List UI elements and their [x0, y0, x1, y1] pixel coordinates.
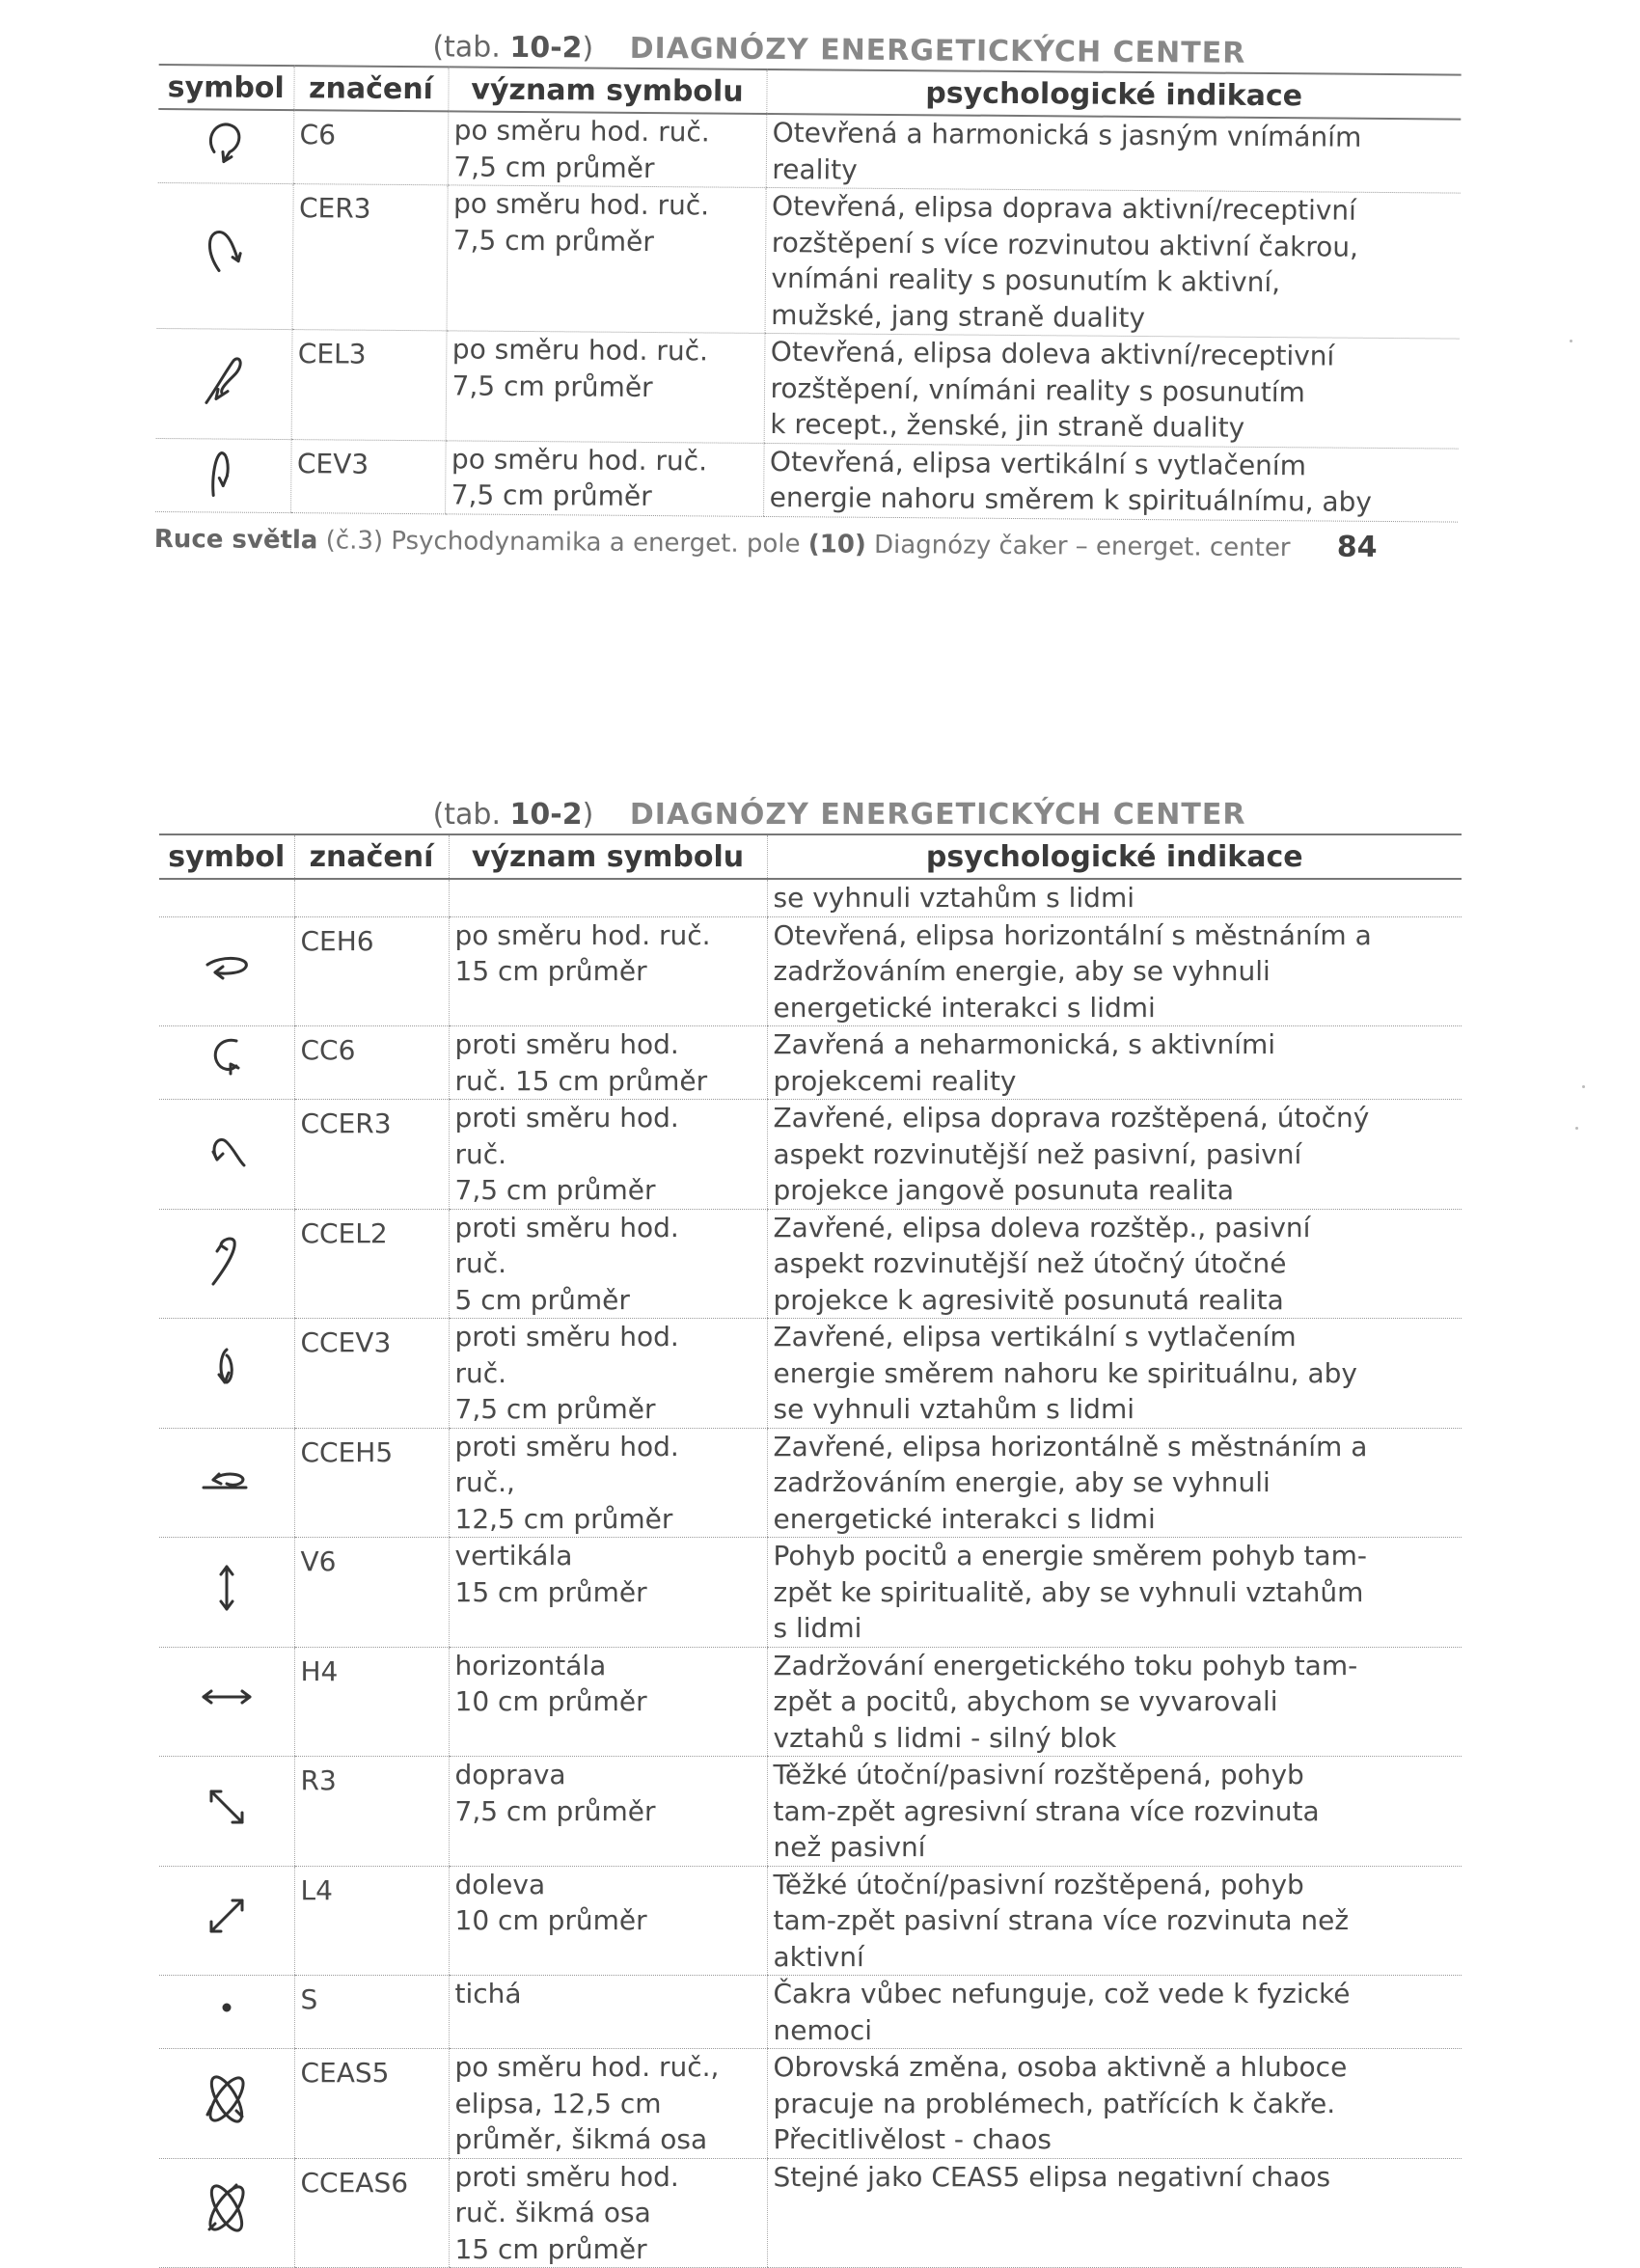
indication-line: Zavřené, elipsa doleva rozštěp., pasivní: [773, 1211, 1311, 1243]
table-row: [159, 1209, 1462, 1319]
symbol-cell: [159, 916, 294, 1026]
symbol-cell: [159, 1100, 294, 1210]
code-cell: C6: [293, 110, 449, 185]
meaning-line: po směru hod. ruč.: [451, 442, 708, 477]
indication-line: Otevřená, elipsa doprava aktivní/receptivní: [771, 189, 1357, 227]
symbol-cell: [158, 109, 294, 184]
meaning-line: vertikála: [454, 1540, 573, 1571]
symbol-cell: [159, 1976, 294, 2049]
indication-line: projekce jangově posunuta realita: [773, 1174, 1235, 1206]
caption-tab-number: 10-2: [509, 30, 583, 66]
meaning-line: 7,5 cm průměr: [453, 150, 655, 184]
meaning-cell: [449, 2049, 767, 2159]
table-caption: [159, 797, 1462, 833]
indication-line: se vyhnuli vztahům s lidmi: [773, 882, 1134, 914]
meaning-cell: [449, 1209, 767, 1319]
table-row: [159, 916, 1462, 1026]
table-row: [159, 879, 1462, 916]
table-row: [159, 1757, 1462, 1867]
meaning-cell: [449, 916, 767, 1026]
meaning-cell: [449, 1100, 767, 1210]
indication-line: rozštěpení, vnímáni reality s posunutím: [770, 371, 1306, 408]
indication-line: Otevřená a harmonická s jasným vnímáním: [772, 116, 1362, 153]
symbol-cell: [159, 2049, 294, 2159]
meaning-line: tichá: [454, 1978, 522, 2009]
table-header-row: [159, 834, 1462, 879]
indication-line: rozštěpení s více rozvinutou aktivní čakrou,: [771, 226, 1359, 263]
meaning-line: průměr, šikmá osa: [454, 2123, 708, 2155]
meaning-line: ruč.: [454, 1356, 507, 1389]
indication-line: než pasivní: [773, 1831, 926, 1863]
meaning-cell: [449, 1319, 767, 1429]
indication-cell: [767, 916, 1462, 1026]
symbol-cell: [159, 1538, 294, 1648]
diagonal-right-double-arrow-icon: [198, 1778, 256, 1836]
indication-line: k recept., ženské, jin straně duality: [770, 407, 1245, 444]
meaning-cell: [446, 331, 765, 443]
meaning-line: po směru hod. ruč.: [453, 114, 710, 149]
code-cell: CCEV3: [294, 1319, 449, 1429]
meaning-line: 7,5 cm průměr: [454, 1174, 656, 1206]
table-row: [159, 1428, 1462, 1538]
meaning-cell: [449, 879, 767, 916]
indication-line: s lidmi: [773, 1612, 862, 1644]
caption-title: DIAGNÓZY ENERGETICKÝCH CENTER: [629, 31, 1246, 70]
code-cell: CEAS5: [294, 2049, 449, 2159]
meaning-line: proti směru hod.: [454, 1028, 679, 1060]
meaning-line: proti směru hod.: [454, 1430, 679, 1462]
meaning-cell: [448, 111, 767, 187]
indication-line: Zavřené, elipsa horizontálně s městnáním a: [773, 1430, 1368, 1462]
symbol-cell: [157, 182, 293, 329]
counterclockwise-ellipse-horizontal-icon: [198, 1449, 256, 1507]
indication-line: Těžké útoční/pasivní rozštěpená, pohyb: [773, 1759, 1304, 1790]
indication-cell: [766, 114, 1462, 193]
indication-line: Těžké útoční/pasivní rozštěpená, pohyb: [773, 1868, 1304, 1900]
symbol-cell: [156, 328, 292, 439]
indication-cell: [767, 1647, 1462, 1757]
table-top-block: [155, 27, 1462, 522]
indication-cell: [767, 1428, 1462, 1538]
code-cell: CEL3: [291, 330, 447, 441]
clockwise-ellipse-vertical-icon: [194, 442, 252, 500]
meaning-line: horizontála: [454, 1649, 607, 1681]
indication-line: zpět ke spiritualitě, aby se vyhnuli vztahům: [773, 1575, 1364, 1608]
meaning-line: po směru hod. ruč.,: [454, 2051, 720, 2083]
indication-line: Pohyb pocitů a energie směrem pohyb tam-: [773, 1540, 1367, 1571]
indication-cell: [767, 1538, 1462, 1648]
meaning-cell: [449, 1976, 767, 2049]
meaning-cell: [449, 1757, 767, 1867]
meaning-line: 10 cm průměr: [454, 1904, 647, 1936]
meaning-line: elipsa, 12,5 cm: [454, 2087, 662, 2119]
code-cell: CC6: [294, 1026, 449, 1100]
footer-book-title: Ruce světla: [153, 524, 318, 556]
indication-line: se vyhnuli vztahům s lidmi: [773, 1393, 1134, 1425]
meaning-line: proti směru hod.: [454, 2160, 679, 2193]
code-cell: V6: [294, 1538, 449, 1648]
meaning-line: ruč. šikmá osa: [454, 2197, 651, 2228]
indication-line: Zavřené, elipsa vertikální s vytlačením: [773, 1321, 1297, 1353]
meaning-line: 10 cm průměr: [454, 1685, 647, 1717]
indication-line: Přecitlivělost - chaos: [773, 2123, 1052, 2155]
meaning-cell: [449, 1866, 767, 1976]
caption-title: DIAGNÓZY ENERGETICKÝCH CENTER: [629, 798, 1246, 832]
meaning-line: 7,5 cm průměr: [454, 1393, 656, 1425]
meaning-cell: [447, 185, 766, 334]
indication-line: zpět a pocitů, abychom se vyvarovali: [773, 1685, 1278, 1717]
indication-line: energetické interakci s lidmi: [773, 1502, 1156, 1535]
meaning-line: 15 cm průměr: [454, 955, 647, 987]
footer-part: (č.3) Psychodynamika a energet. pole: [325, 526, 801, 560]
header-code: značení: [293, 66, 448, 111]
indication-line: projekcemi reality: [773, 1064, 1017, 1097]
code-cell: S: [294, 1976, 449, 2049]
indication-line: projekce k agresivitě posunutá realita: [773, 1283, 1284, 1316]
diagnosis-table: [159, 833, 1462, 2268]
clockwise-ellipse-left-icon: [195, 350, 253, 408]
indication-cell: [767, 1026, 1462, 1100]
code-cell: CCER3: [294, 1100, 449, 1210]
meaning-cell: [449, 1538, 767, 1648]
header-meaning: význam symbolu: [449, 834, 767, 879]
header-indication: psychologické indikace: [766, 69, 1461, 120]
indication-line: Zadržování energetického toku pohyb tam-: [773, 1649, 1358, 1681]
vertical-double-arrow-icon: [198, 1559, 256, 1617]
caption-tab-number: 10-2: [509, 798, 583, 832]
indication-line: Čakra vůbec nefunguje, což vede k fyzické: [773, 1978, 1351, 2009]
meaning-cell: [449, 2158, 767, 2268]
counterclockwise-ellipse-left-icon: [198, 1230, 256, 1288]
meaning-line: po směru hod. ruč.: [452, 187, 710, 222]
diagnosis-table: [155, 64, 1462, 522]
meaning-line: 7,5 cm průměr: [454, 1794, 656, 1827]
meaning-line: ruč.: [454, 1137, 507, 1170]
table-row: [159, 1538, 1462, 1648]
meaning-cell: [445, 440, 764, 516]
indication-line: reality: [772, 152, 858, 186]
code-cell: R3: [294, 1757, 449, 1867]
footer-chapter-number: (10): [807, 530, 866, 560]
indication-line: Otevřená, elipsa vertikální s vytlačením: [769, 445, 1307, 481]
indication-line: pracuje na problémech, patřících k čakře.: [773, 2087, 1336, 2119]
code-cell: CER3: [292, 184, 448, 331]
caption-tab-close: ): [582, 798, 594, 832]
table-bottom-block: [159, 797, 1462, 2268]
indication-line: energie nahoru směrem k spirituálnímu, aby: [769, 480, 1373, 518]
table-row: [159, 1319, 1462, 1429]
meaning-line: proti směru hod.: [454, 1321, 679, 1353]
meaning-line: 7,5 cm průměr: [451, 478, 652, 513]
caption-tab-label: (tab.: [432, 798, 501, 832]
clockwise-ellipse-right-icon: [196, 223, 254, 281]
indication-cell: [764, 333, 1460, 448]
indication-line: energetické interakci s lidmi: [773, 991, 1156, 1024]
counterclockwise-ellipse-right-icon: [198, 1121, 256, 1179]
meaning-line: ruč.,: [454, 1466, 515, 1498]
indication-cell: [767, 1757, 1462, 1867]
symbol-cell: [159, 1647, 294, 1757]
code-cell: CEV3: [290, 439, 446, 513]
indication-line: Zavřené, elipsa doprava rozštěpená, útočný: [773, 1102, 1370, 1134]
header-symbol: symbol: [158, 65, 293, 110]
indication-cell: [763, 443, 1459, 522]
code-cell: H4: [294, 1647, 449, 1757]
indication-line: vztahů s lidmi - silný blok: [773, 1721, 1117, 1754]
indication-line: tam-zpět agresivní strana více rozvinuta: [773, 1794, 1320, 1827]
caption-tab-close: ): [582, 31, 594, 66]
counterclockwise-ellipse-vertical-icon: [198, 1340, 256, 1398]
indication-cell: [767, 2158, 1462, 2268]
counterclockwise-loop-icon: [198, 1029, 256, 1087]
header-indication: psychologické indikace: [767, 834, 1462, 879]
indication-cell: [767, 1976, 1462, 2049]
table-row: [159, 1026, 1462, 1100]
indication-line: mužské, jang straně duality: [771, 298, 1146, 334]
dot-icon: [198, 1979, 256, 2036]
meaning-line: proti směru hod.: [454, 1211, 679, 1243]
meaning-cell: [449, 1026, 767, 1100]
meaning-line: doleva: [454, 1868, 546, 1900]
symbol-cell: [159, 1428, 294, 1538]
page-number: 84: [1336, 530, 1378, 564]
meaning-cell: [449, 1647, 767, 1757]
meaning-cell: [449, 1428, 767, 1538]
code-cell: [294, 879, 449, 916]
meaning-line: proti směru hod.: [454, 1102, 679, 1134]
meaning-line: doprava: [454, 1759, 566, 1790]
table-row: [159, 1866, 1462, 1976]
symbol-cell: [159, 1319, 294, 1429]
indication-line: aktivní: [773, 1940, 864, 1973]
table-row: [156, 328, 1460, 448]
meaning-line: po směru hod. ruč.: [454, 918, 711, 951]
code-cell: CCEH5: [294, 1428, 449, 1538]
indication-line: Otevřená, elipsa doleva aktivní/receptivní: [770, 335, 1335, 372]
horizontal-double-arrow-icon: [198, 1668, 256, 1726]
meaning-line: 15 cm průměr: [454, 1575, 647, 1608]
symbol-cell: [159, 1209, 294, 1319]
table-row: [159, 1100, 1462, 1210]
header-meaning: význam symbolu: [448, 67, 766, 114]
meaning-line: 15 cm průměr: [454, 2232, 647, 2265]
code-cell: CEH6: [294, 916, 449, 1026]
header-symbol: symbol: [159, 834, 294, 879]
symbol-cell: [159, 1757, 294, 1867]
symbol-cell: [159, 879, 294, 916]
table-row: [159, 1976, 1462, 2049]
indication-cell: [767, 2049, 1462, 2159]
table-row: [159, 2049, 1462, 2159]
table-row: [159, 1647, 1462, 1757]
indication-line: Obrovská změna, osoba aktivně a hluboce: [773, 2051, 1348, 2083]
indication-line: aspekt rozvinutější než pasivní, pasivní: [773, 1137, 1302, 1170]
header-code: značení: [294, 834, 449, 879]
symbol-cell: [159, 2158, 294, 2268]
indication-line: Stejné jako CEAS5 elipsa negativní chaos: [773, 2160, 1331, 2193]
indication-line: zadržováním energie, aby se vyhnuli: [773, 1466, 1271, 1498]
table-row: [157, 182, 1461, 339]
symbol-cell: [159, 1866, 294, 1976]
indication-cell: [767, 1319, 1462, 1429]
code-cell: CCEAS6: [294, 2158, 449, 2268]
table-row: [158, 109, 1462, 193]
indication-cell: [767, 1209, 1462, 1319]
meaning-line: 7,5 cm průměr: [451, 369, 653, 403]
indication-line: vnímáni reality s posunutím k aktivní,: [771, 261, 1281, 299]
page-footer: [154, 521, 1378, 564]
indication-line: zadržováním energie, aby se vyhnuli: [773, 955, 1271, 987]
clockwise-loop-icon: [197, 113, 255, 171]
meaning-line: 7,5 cm průměr: [452, 223, 654, 258]
indication-line: tam-zpět pasivní strana více rozvinuta než: [773, 1904, 1350, 1936]
meaning-line: ruč. 15 cm průměr: [454, 1064, 708, 1097]
meaning-line: 5 cm průměr: [454, 1283, 630, 1316]
symbol-cell: [155, 438, 291, 512]
meaning-line: po směru hod. ruč.: [451, 333, 709, 368]
indication-line: aspekt rozvinutější než útočný útočné: [773, 1247, 1287, 1279]
indication-line: energie směrem nahoru ke spirituálnu, aby: [773, 1356, 1357, 1389]
table-row: [155, 438, 1459, 522]
indication-line: Otevřená, elipsa horizontální s městnáním a: [773, 918, 1372, 951]
asymmetric-counterclockwise-ellipses-icon: [198, 2179, 256, 2237]
meaning-line: ruč.: [454, 1247, 507, 1279]
indication-line: nemoci: [773, 2013, 873, 2046]
indication-cell: [767, 879, 1462, 916]
indication-line: Zavřená a neharmonická, s aktivními: [773, 1028, 1276, 1060]
diagonal-left-double-arrow-icon: [198, 1887, 256, 1945]
code-cell: L4: [294, 1866, 449, 1976]
indication-cell: [767, 1100, 1462, 1210]
symbol-cell: [159, 1026, 294, 1100]
indication-cell: [767, 1866, 1462, 1976]
asymmetric-clockwise-ellipses-icon: [198, 2070, 256, 2128]
code-cell: CCEL2: [294, 1209, 449, 1319]
meaning-line: 12,5 cm průměr: [454, 1502, 673, 1535]
footer-chapter: Diagnózy čaker – energet. center: [873, 530, 1291, 563]
indication-cell: [765, 187, 1461, 339]
clockwise-ellipse-horizontal-icon: [198, 938, 256, 996]
table-row: [159, 2158, 1462, 2268]
caption-tab-label: (tab.: [432, 30, 501, 65]
